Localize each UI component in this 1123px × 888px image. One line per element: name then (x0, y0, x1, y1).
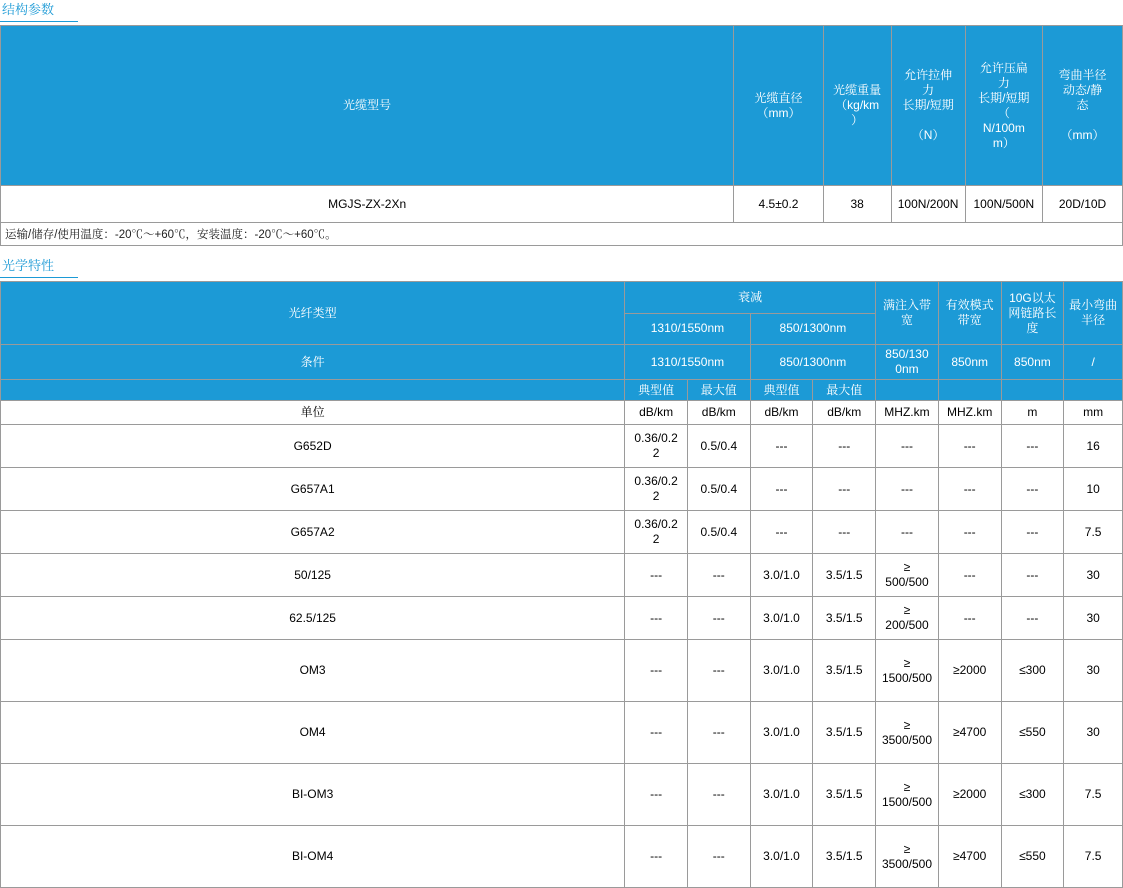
cell-max-850: 3.5/1.5 (813, 826, 876, 888)
header-link-length-l2: 网链路长 (1008, 305, 1057, 320)
table-row (1, 186, 1123, 223)
cell-typical-850: 3.0/1.0 (750, 640, 813, 702)
cell-fill-l1: ≥ (903, 841, 911, 856)
header-wavelength-850-1300: 850/1300nm (750, 313, 875, 345)
cell-typical-850: 3.0/1.0 (750, 702, 813, 764)
cell-max-850: 3.5/1.5 (813, 554, 876, 597)
cell-fill-bandwidth (876, 826, 939, 888)
cell-fill-l1: ≥ (903, 779, 911, 794)
header-cable-diameter-l1: 光缆直径 (754, 90, 803, 105)
cell-typical-1310-l2: 2 (652, 489, 660, 503)
header-condition-effective: 850nm (938, 345, 1001, 380)
header-effective-bandwidth-l2: 带宽 (957, 313, 982, 327)
cell-max-850: --- (813, 511, 876, 554)
cell-fill-bandwidth (876, 702, 939, 764)
cell-typical-1310 (625, 425, 688, 468)
cell-fill-l1: --- (900, 438, 913, 453)
cell-typical-850: --- (750, 425, 813, 468)
cell-typical-1310-l1: 0.36/0.2 (634, 431, 678, 445)
header-typical-1310: 典型值 (625, 380, 688, 401)
cell-min-bend-radius: 30 (1064, 597, 1123, 640)
cell-typical-1310: --- (625, 826, 688, 888)
cell-bend-radius: 20D/10D (1043, 186, 1123, 223)
header-cable-model: 光缆型号 (1, 26, 734, 186)
cell-link-length: --- (1001, 554, 1064, 597)
header-cable-diameter (734, 26, 823, 186)
header-link-length-l3: 度 (1026, 320, 1039, 335)
header-crush-resistance (965, 26, 1043, 186)
cell-tensile-strength: 100N/200N (891, 186, 965, 223)
header-bend-l1: 弯曲半径 (1058, 68, 1107, 82)
cell-unit-5: MHZ.km (876, 401, 939, 425)
header-condition-link: 850nm (1001, 345, 1064, 380)
table-row-unit (1, 401, 1123, 425)
cell-typical-1310: --- (625, 640, 688, 702)
cell-fill-l2: 200/500 (885, 618, 929, 632)
optical-section (0, 256, 1123, 888)
header-subrow-blank (1, 380, 625, 401)
cell-typical-850: --- (750, 511, 813, 554)
cell-effective-bandwidth: ≥4700 (938, 826, 1001, 888)
cell-fiber-type: G657A1 (1, 468, 625, 511)
header-condition-fill (876, 345, 939, 380)
structure-parameters-table (0, 25, 1123, 223)
section-title-structure: 结构参数 (0, 0, 78, 22)
cell-typical-1310-l2: 2 (652, 446, 660, 460)
header-condition-fill-l1: 850/130 (885, 347, 929, 361)
cell-typical-1310: --- (625, 554, 688, 597)
cell-link-length: --- (1001, 468, 1064, 511)
cell-max-850: 3.5/1.5 (813, 597, 876, 640)
header-cable-diameter-l2: （mm） (756, 105, 801, 120)
cell-effective-bandwidth: --- (938, 554, 1001, 597)
cell-min-bend-radius: 7.5 (1064, 826, 1123, 888)
header-condition-fill-l2: 0nm (895, 362, 919, 376)
cell-effective-bandwidth: --- (938, 468, 1001, 511)
cell-typical-1310: --- (625, 764, 688, 826)
cell-fill-l2: 1500/500 (881, 794, 932, 809)
cell-link-length: ≤550 (1001, 702, 1064, 764)
cell-fill-l1: ≥ (903, 655, 911, 670)
cell-typical-850: 3.0/1.0 (750, 764, 813, 826)
header-bend-radius (1043, 26, 1123, 186)
header-condition: 条件 (1, 345, 625, 380)
header-max-1310: 最大值 (687, 380, 750, 401)
header-bend-l3: 态 (1076, 98, 1089, 112)
cell-effective-bandwidth: ≥2000 (938, 764, 1001, 826)
cell-fill-l1: --- (900, 481, 913, 496)
cell-fiber-type: BI-OM3 (1, 764, 625, 826)
cell-unit-1: dB/km (625, 401, 688, 425)
cell-typical-1310-l2: 2 (652, 532, 660, 546)
header-condition-1310-1550: 1310/1550nm (625, 345, 750, 380)
cell-typical-1310 (625, 468, 688, 511)
header-crush-l1: 允许压扁 (979, 60, 1028, 75)
cell-fill-l2: 500/500 (885, 575, 929, 589)
header-cable-weight (823, 26, 891, 186)
cell-typical-1310: --- (625, 597, 688, 640)
cell-fiber-type: BI-OM4 (1, 826, 625, 888)
cell-min-bend-radius: 16 (1064, 425, 1123, 468)
cell-fill-l1: ≥ (903, 560, 911, 574)
cell-max-850: --- (813, 468, 876, 511)
cell-link-length: ≤300 (1001, 764, 1064, 826)
cell-max-850: 3.5/1.5 (813, 702, 876, 764)
cell-unit-2: dB/km (687, 401, 750, 425)
header-crush-l3: 长期/短期 (978, 90, 1030, 105)
cell-cable-diameter: 4.5±0.2 (734, 186, 823, 223)
cell-max-850: 3.5/1.5 (813, 764, 876, 826)
cell-typical-850: --- (750, 468, 813, 511)
cell-link-length: --- (1001, 597, 1064, 640)
cell-unit-6: MHZ.km (938, 401, 1001, 425)
header-fill-bandwidth-l1: 满注入带 (882, 298, 931, 312)
cell-max-1310: 0.5/0.4 (687, 425, 750, 468)
cell-max-1310: --- (687, 764, 750, 826)
cell-fill-bandwidth (876, 597, 939, 640)
cell-unit-3: dB/km (750, 401, 813, 425)
cell-cable-model: MGJS-ZX-2Xn (1, 186, 734, 223)
header-min-bend-radius-l2: 半径 (1081, 313, 1106, 327)
cell-fill-l1: --- (900, 524, 913, 539)
cell-typical-1310-l1: 0.36/0.2 (634, 517, 678, 531)
header-fill-blank (876, 380, 939, 401)
table-row (1, 597, 1123, 640)
cell-typical-1310: --- (625, 702, 688, 764)
header-cable-weight-l3: ） (851, 113, 864, 127)
table-row (1, 511, 1123, 554)
header-condition-850-1300: 850/1300nm (750, 345, 875, 380)
header-link-length (1001, 282, 1064, 345)
cell-fill-l1: ≥ (903, 717, 911, 732)
header-link-blank (1001, 380, 1064, 401)
header-typical-850: 典型值 (750, 380, 813, 401)
header-fill-bandwidth (876, 282, 939, 345)
header-eff-blank (938, 380, 1001, 401)
cell-fill-bandwidth (876, 468, 939, 511)
cell-fill-bandwidth (876, 764, 939, 826)
cell-max-1310: --- (687, 597, 750, 640)
cell-max-1310: --- (687, 554, 750, 597)
cell-min-bend-radius: 30 (1064, 554, 1123, 597)
header-bend-l2: 动态/静 (1062, 83, 1103, 97)
cell-fill-l2: 3500/500 (881, 732, 932, 747)
section-title-optical: 光学特性 (0, 256, 78, 278)
cell-min-bend-radius: 10 (1064, 468, 1123, 511)
header-min-bend-radius-l1: 最小弯曲 (1069, 298, 1118, 312)
cell-max-1310: 0.5/0.4 (687, 468, 750, 511)
table-row (1, 554, 1123, 597)
cell-typical-850: 3.0/1.0 (750, 826, 813, 888)
cell-effective-bandwidth: ≥2000 (938, 640, 1001, 702)
cell-fill-bandwidth (876, 511, 939, 554)
section-spacer (0, 246, 1123, 256)
structure-section (0, 0, 1123, 246)
cell-max-1310: --- (687, 640, 750, 702)
header-cable-weight-l2: （kg/km (835, 98, 880, 112)
table-row (1, 702, 1123, 764)
cell-min-bend-radius: 7.5 (1064, 764, 1123, 826)
cell-typical-850: 3.0/1.0 (750, 597, 813, 640)
cell-crush-resistance: 100N/500N (965, 186, 1043, 223)
cell-link-length: ≤300 (1001, 640, 1064, 702)
header-attenuation: 衰减 (625, 282, 876, 314)
cell-fiber-type: G657A2 (1, 511, 625, 554)
cell-max-1310: --- (687, 702, 750, 764)
cell-fiber-type: G652D (1, 425, 625, 468)
header-crush-l4: （ (997, 105, 1010, 120)
header-crush-l5: N/100m (982, 120, 1025, 135)
cell-unit-4: dB/km (813, 401, 876, 425)
cell-fiber-type: 50/125 (1, 554, 625, 597)
cell-max-1310: --- (687, 826, 750, 888)
table-row (1, 640, 1123, 702)
header-link-length-l1: 10G以太 (1009, 290, 1056, 305)
table-header-row-1 (1, 282, 1123, 314)
cell-min-bend-radius: 7.5 (1064, 511, 1123, 554)
cell-link-length: --- (1001, 511, 1064, 554)
header-fill-bandwidth-l2: 宽 (900, 313, 913, 327)
header-min-bend-radius (1064, 282, 1123, 345)
header-effective-bandwidth-l1: 有效模式 (945, 298, 994, 312)
header-max-850: 最大值 (813, 380, 876, 401)
header-bend-blank (1064, 380, 1123, 401)
temperature-note: 运输/储存/使用温度：-20℃～+60℃，安装温度：-20℃～+60℃。 (0, 223, 1123, 246)
cell-effective-bandwidth: --- (938, 511, 1001, 554)
header-tensile-l1: 允许拉伸 (904, 68, 953, 82)
cell-fill-l1: ≥ (903, 603, 911, 617)
table-row (1, 425, 1123, 468)
cell-effective-bandwidth: --- (938, 425, 1001, 468)
header-tensile-strength (891, 26, 965, 186)
cell-unit-label: 单位 (1, 401, 625, 425)
cell-link-length: --- (1001, 425, 1064, 468)
cell-fill-l2: 1500/500 (881, 670, 932, 685)
header-tensile-l2: 力 (922, 83, 935, 97)
header-crush-l2: 力 (997, 75, 1010, 90)
table-header-row-4 (1, 380, 1123, 401)
cell-max-850: --- (813, 425, 876, 468)
optical-characteristics-table (0, 281, 1123, 888)
cell-fill-bandwidth (876, 554, 939, 597)
table-row (1, 826, 1123, 888)
cell-typical-1310-l1: 0.36/0.2 (634, 474, 678, 488)
header-cable-weight-l1: 光缆重量 (833, 83, 882, 97)
header-wavelength-1310-1550: 1310/1550nm (625, 313, 750, 345)
cell-cable-weight: 38 (823, 186, 891, 223)
cell-fill-l2: 3500/500 (881, 856, 932, 871)
header-effective-bandwidth (938, 282, 1001, 345)
cell-fiber-type: 62.5/125 (1, 597, 625, 640)
header-crush-l6: m） (992, 135, 1015, 150)
header-bend-l4: （mm） (1060, 128, 1105, 142)
cell-min-bend-radius: 30 (1064, 640, 1123, 702)
table-row (1, 468, 1123, 511)
cell-typical-1310 (625, 511, 688, 554)
cell-min-bend-radius: 30 (1064, 702, 1123, 764)
cell-link-length: ≤550 (1001, 826, 1064, 888)
cell-fill-bandwidth (876, 640, 939, 702)
cell-typical-850: 3.0/1.0 (750, 554, 813, 597)
header-condition-bend: / (1064, 345, 1123, 380)
cell-unit-8: mm (1064, 401, 1123, 425)
table-header-row (1, 26, 1123, 186)
cell-fiber-type: OM3 (1, 640, 625, 702)
cell-fiber-type: OM4 (1, 702, 625, 764)
header-fiber-type: 光纤类型 (1, 282, 625, 345)
table-header-row-3 (1, 345, 1123, 380)
table-row (1, 764, 1123, 826)
cell-max-850: 3.5/1.5 (813, 640, 876, 702)
cell-fill-bandwidth (876, 425, 939, 468)
header-tensile-l3: 长期/短期 (902, 98, 954, 112)
cell-max-1310: 0.5/0.4 (687, 511, 750, 554)
header-tensile-l4: （N） (911, 128, 945, 142)
cell-effective-bandwidth: --- (938, 597, 1001, 640)
cell-unit-7: m (1001, 401, 1064, 425)
cell-effective-bandwidth: ≥4700 (938, 702, 1001, 764)
